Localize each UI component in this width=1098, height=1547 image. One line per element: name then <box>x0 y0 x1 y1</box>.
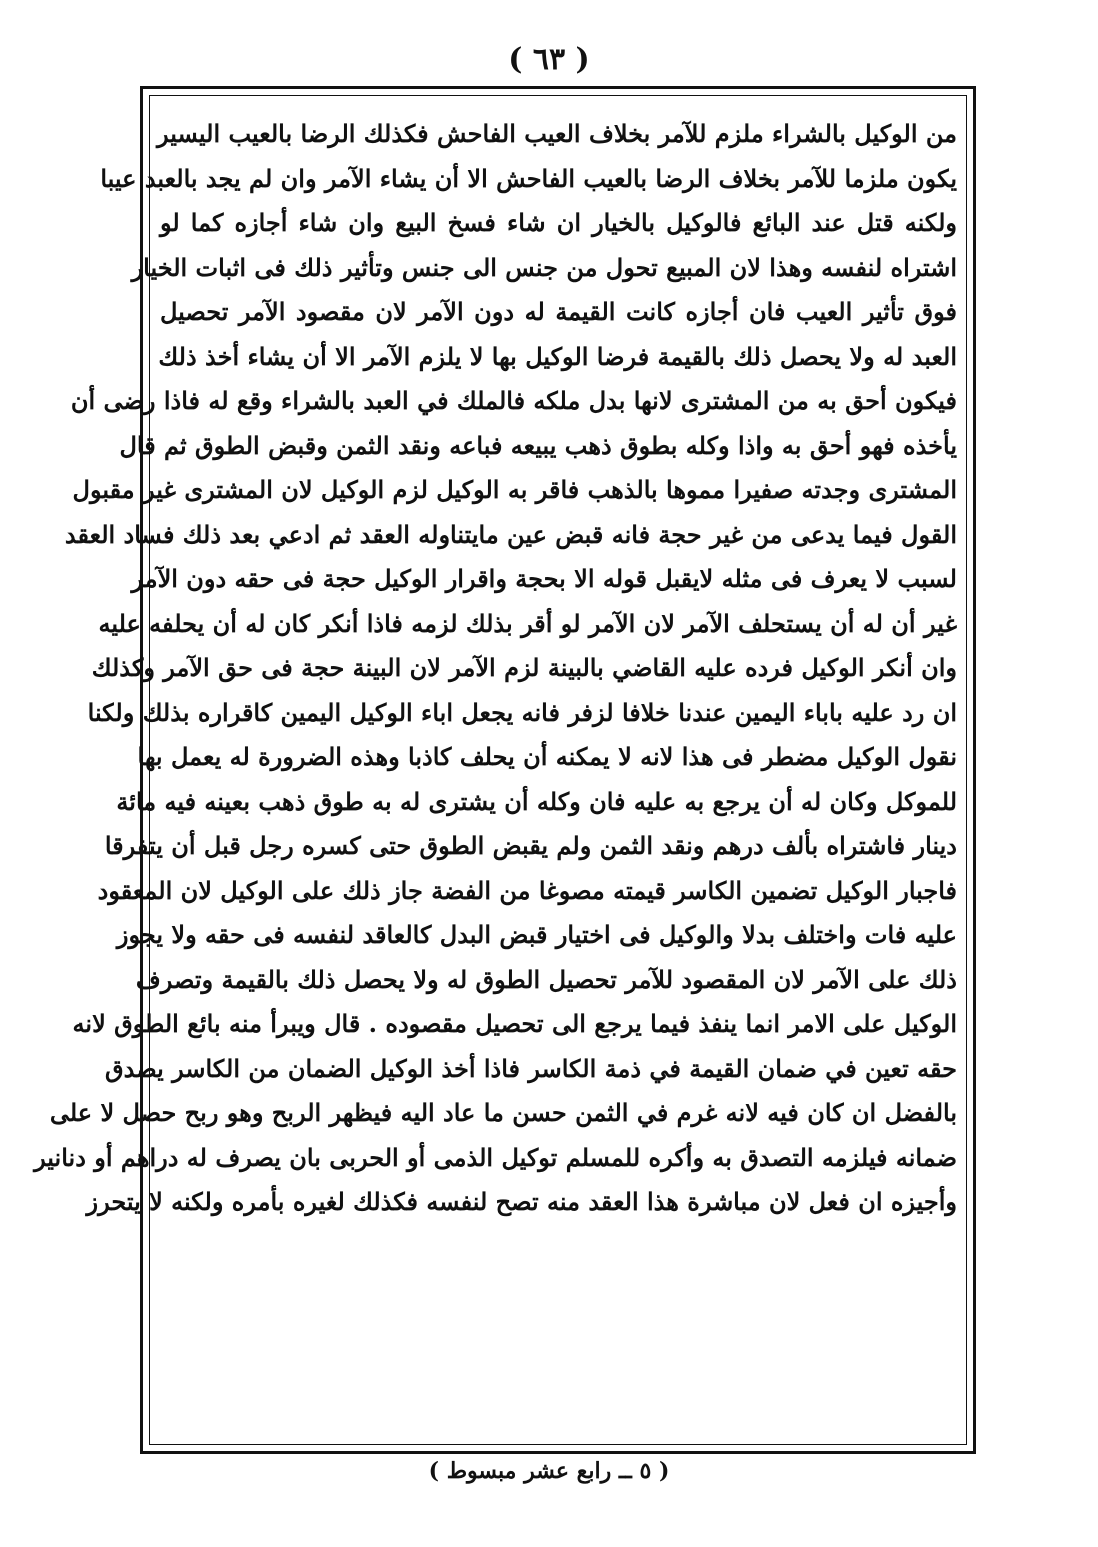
text-line: وأجيزه ان فعل لان مباشرة هذا العقد منه تصح لنفسه فكذلك لغيره بأمره ولكنه لا يتحرز <box>86 1187 957 1216</box>
text-line: نقول الوكيل مضطر فى هذا لانه لا يمكنه أن يحلف كاذبا وهذه الضرورة له يعمل بها <box>137 742 957 771</box>
text-line: فيكون أحق به من المشترى لانها بدل ملكه فالملك في العبد بالشراء وقع له فاذا رضى أن <box>70 386 957 415</box>
text-line: حقه تعين في ضمان القيمة في ذمة الكاسر فاذا أخذ الوكيل الضمان من الكاسر يصدق <box>105 1053 957 1083</box>
text-line: ذلك على الآمر لان المقصود للآمر تحصيل الطوق له ولا يحصل ذلك بالقيمة وتصرف <box>135 964 957 994</box>
text-line: ضمانه فيلزمه التصدق به وأكره للمسلم توكيل الذمى أو الحربى بان يصرف له دراهم أو دنانير <box>34 1142 957 1172</box>
page-footer: ( ٥ ــ رابع عشر مبسوط ) <box>428 1458 670 1484</box>
text-line: بالفضل ان كان فيه لانه غرم في الثمن حسن ما عاد اليه فيظهر الربح وهو ربح حصل لا على <box>49 1098 957 1127</box>
text-line: فوق تأثير العيب فان أجازه كانت القيمة له دون الآمر لان مقصود الآمر تحصيل <box>160 297 957 326</box>
text-line: لسبب لا يعرف فى مثله لايقبل قوله الا بحجة واقرار الوكيل حجة فى حقه دون الآمر <box>131 564 957 593</box>
text-line: ان رد عليه باباء اليمين عندنا خلافا لزفر فانه يجعل اباء الوكيل اليمين كاقراره بذلك ولكنا <box>87 697 957 727</box>
text-line: يأخذه فهو أحق به واذا وكله بطوق ذهب يبيعه فباعه ونقد الثمن وقبض الطوق ثم قال <box>119 430 957 460</box>
text-line: اشتراه لنفسه وهذا لان المبيع تحول من جنس الى جنس وتأثير ذلك فى اثبات الخيار <box>131 252 957 282</box>
text-line: دينار فاشتراه بألف درهم ونقد الثمن ولم يقبض الطوق حتى كسره رجل قبل أن يتفرقا <box>104 831 957 860</box>
text-line: للموكل وكان له أن يرجع به عليه فان وكله أن يشترى له به طوق ذهب بعينه فيه مائة <box>116 786 957 816</box>
body-text <box>34 112 957 1432</box>
text-line: القول فيما يدعى من غير حجة فانه قبض عين مايتناوله العقد ثم ادعي بعد ذلك فساد العقد <box>64 519 957 549</box>
text-line: ولكنه قتل عند البائع فالوكيل بالخيار ان شاء فسخ البيع وان شاء أجازه كما لو <box>160 208 957 237</box>
text-line: فاجبار الوكيل تضمين الكاسر قيمته مصوغا من الفضة جاز ذلك على الوكيل لان المعقود <box>97 875 957 905</box>
text-line: المشترى وجدته صفيرا مموها بالذهب فاقر به الوكيل لزم الوكيل لان المشترى غير مقبول <box>72 475 957 504</box>
text-line: يكون ملزما للآمر بخلاف الرضا بالعيب الفاحش الا أن يشاء الآمر وان لم يجد بالعبد عيبا <box>100 163 957 193</box>
text-line: العبد له ولا يحصل ذلك بالقيمة فرضا الوكيل بها لا يلزم الآمر الا أن يشاء أخذ ذلك <box>158 341 957 371</box>
text-line: الوكيل على الامر انما ينفذ فيما يرجع الى تحصيل مقصوده . قال ويبرأ منه بائع الطوق لانه <box>72 1009 957 1038</box>
text-line: من الوكيل بالشراء ملزم للآمر بخلاف العيب الفاحش فكذلك الرضا بالعيب اليسير <box>157 119 957 148</box>
text-line: غير أن له أن يستحلف الآمر لان الآمر لو أقر بذلك لزمه فاذا أنكر كان له أن يحلفه عليه <box>98 608 957 638</box>
text-line: وان أنكر الوكيل فرده عليه القاضي بالبينة لزم الآمر لان البينة حجة فى حق الآمر وكذلك <box>91 653 957 682</box>
page-number: ( ٦٣ ) <box>508 42 590 77</box>
text-line: عليه فات واختلف بدلا والوكيل فى اختيار قبض البدل كالعاقد لنفسه فى حقه ولا يجوز <box>116 920 957 949</box>
